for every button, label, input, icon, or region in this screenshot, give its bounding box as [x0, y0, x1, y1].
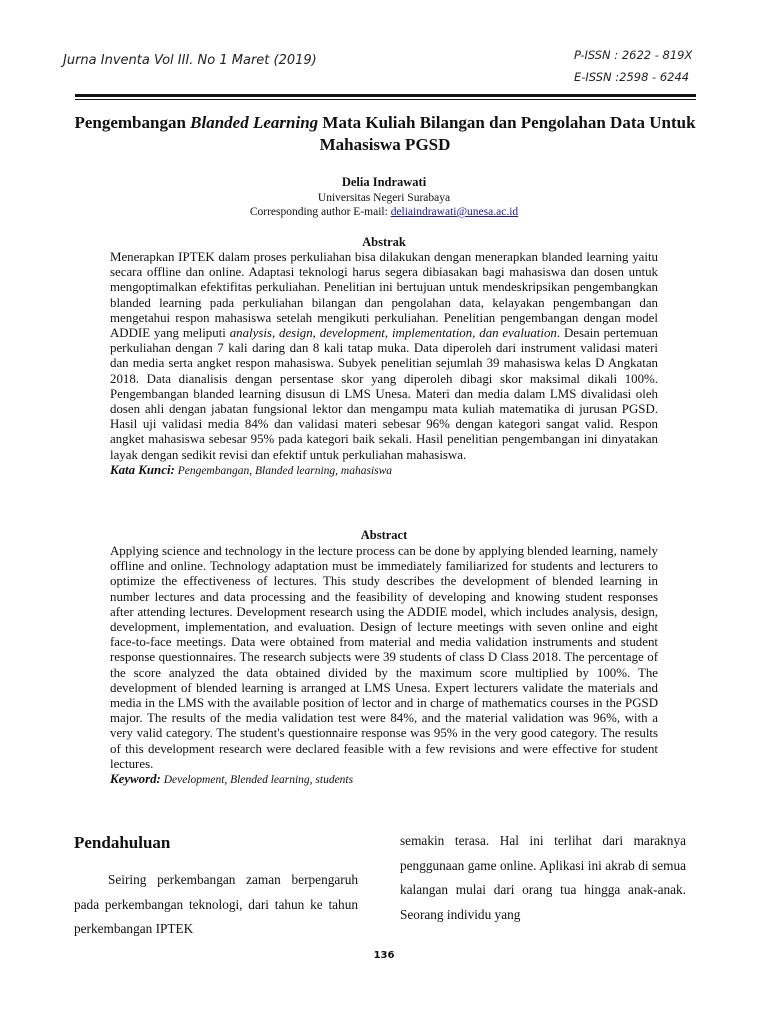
title-part2: Mata Kuliah Bilangan dan Pengolahan Data Untuk Mahasiswa PGSD: [318, 113, 696, 154]
p-issn: P-ISSN : 2622 - 819X: [574, 48, 693, 62]
corresponding-author: [0, 206, 768, 218]
author-name: Delia Indrawati: [341, 175, 427, 189]
body-column-right: semakin terasa. Hal ini terlihat dari maraknya penggunaan game online. Aplikasi ini akrab di semua kalangan mulai dari orang tua hingga anak-anak. Seorang individu yang: [400, 833, 686, 922]
e-issn: E-ISSN :2598 - 6244: [574, 70, 690, 84]
title-part1: Pengembangan: [74, 113, 191, 132]
abstrak-italic: analysis, design, development, implementation, dan evaluation: [229, 326, 557, 341]
body-column-left: Seiring perkembangan zaman berpengaruh pada perkembangan teknologi, dari tahun ke tahun perkembangan IPTEK: [74, 872, 358, 936]
kata-kunci-value: Pengembangan, Blanded learning, mahasiswa: [174, 464, 393, 477]
abstrak-text-1: Menerapkan IPTEK dalam proses perkuliahan bisa dilakukan dengan menerapkan blanded learning yaitu secara offline dan online. Adaptasi teknologi harus segera dibiasakan bagi mahasiswa dan dosen untuk mengoptimalkan efektifitas perkuliahan. Penelitian ini bertujuan untuk mendeskripsikan pengembangkan blanded learning pada perkuliahan bilangan dan pengolahan data, kelayakan pengembangan dan mengetahui respon mahasiswa setelah mengikuti perkuliahan. Penelitian pengembangan dengan model ADDIE yang meliputi: [110, 250, 658, 341]
kata-kunci-label: Kata Kunci:: [110, 462, 175, 477]
journal-name: Jurna Inventa Vol III. No 1 Maret (2019): [63, 53, 317, 68]
page-number: 136: [373, 950, 395, 961]
section-heading-pendahuluan: Pendahuluan: [74, 833, 171, 852]
issn-block: [574, 44, 692, 88]
abstrak-body: [110, 250, 658, 479]
keyword-value: Development, Blended learning, students: [160, 774, 354, 787]
abstract-body: [110, 544, 658, 788]
author-email-link[interactable]: deliaindrawati@unesa.ac.id: [390, 206, 519, 218]
keyword-label: Keyword:: [110, 772, 161, 787]
title-italic: Blanded Learning: [190, 113, 319, 132]
author-affiliation: Universitas Negeri Surabaya: [317, 192, 451, 204]
header-rule-thin: [75, 99, 696, 100]
abstract-heading: Abstract: [360, 528, 408, 542]
paper-title: [60, 112, 710, 156]
abstrak-heading: Abstrak: [362, 235, 406, 249]
abstract-text: Applying science and technology in the lecture process can be done by applying blended learning, namely offline and online. Technology adaptation must be immediately familiarized for students and lecturers to optimize the effectiveness of lectures. This study describes the development of blended learning in number lectures and data processing and the feasibility of developing and knowing student responses after attending lectures. Development research using the ADDIE model, which includes analysis, design, development, implementation, and evaluation. Design of lecture meetings with seven online and eight face-to-face meetings. Data were obtained from material and media validation instruments and student response questionnaires. The research subjects were 39 students of class D Class 2018. The percentage of the score analyzed the data obtained divided by the maximum score multiplied by 100%. The development of blended learning is arranged at LMS Unesa. Expert lecturers validate the materials and media in the LMS with the available position of lector and in charge of mathematics courses in the PGSD major. The results of the media validation test were 84%, and the material validation was 96%, with a very valid category. The student's questionnaire response was 95% in the very good category. The results of this development research were declared feasible with a few revisions and were effective for student lectures.: [110, 544, 658, 771]
header-rule-thick: [75, 94, 696, 97]
corr-label: Corresponding author E-mail:: [249, 206, 391, 218]
abstrak-text-2: . Desain pertemuan perkuliahan dengan 7 kali daring dan 8 kali tatap muka. Data diperoleh dari instrument validasi materi dan media serta angket respon mahasiswa. Subyek penelitian sejumlah 39 mahasiswa kelas D Angkatan 2018. Data dianalisis dengan persentase skor yang diperoleh dibagi skor maksimal dikali 100%. Pengembangan blanded learning disusun di LMS Unesa. Materi dan media dalam LMS divalidasi oleh dosen ahli dengan jabatan fungsional lektor dan mengampu mata kuliah matematika di jurusan PGSD. Hasil uji validasi media 84% dan validasi materi sebesar 96% dengan kategori sangat valid. Respon angket mahasiswa sebesar 95% pada kategori baik sekali. Hasil penelitian pengembangan ini dinyatakan layak dengan sedikit revisi dan efektif untuk perkuliahan mahasiswa.: [110, 326, 658, 462]
